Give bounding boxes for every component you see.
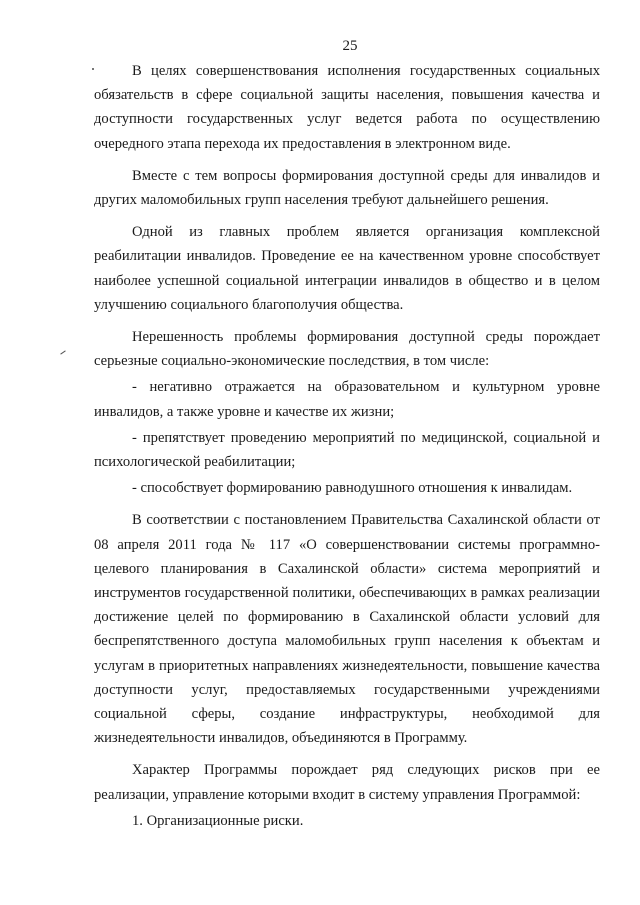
list-item-organizational-risks: 1. Организационные риски. <box>132 812 304 829</box>
paragraph-egov: В целях совершенствования исполнения государственных социальных обязательств в сфере социальной защиты населения, повышения качества и доступности государственных услуг ведется работа по осуществлению очередного этапа перехода их предоставления в электронном виде. <box>94 63 600 152</box>
page-number: 25 <box>342 38 358 54</box>
scan-mark <box>60 350 65 354</box>
list-item-education: - негативно отражается на образовательном и культурном уровне инвалидов, а также уровне и качестве их жизни; <box>94 379 600 420</box>
list-item-rehabilitation: - препятствует проведению мероприятий по медицинской, социальной и психологической реабилитации; <box>94 429 600 471</box>
paragraph-rehabilitation: Одной из главных проблем является организация комплексной реабилитации инвалидов. Проведение ее на качественном уровне способствует наиболее успешной социальной интеграции инвалидов в общество и в целом улучшению социального благополучия общества. <box>94 224 600 313</box>
paragraph-risks: Характер Программы порождает ряд следующих рисков при ее реализации, управление которыми входит в систему управления Программой: <box>94 762 600 803</box>
paragraph-regulation: В соответствии с постановлением Правительства Сахалинской области от 08 апреля 2011 года № 117 «О совершенствовании системы программно-целевого планирования в Сахалинской области» система мероприятий и инструментов государственной политики, обеспечивающих в рамках реализации достижение целей по формированию в Сахалинской области условий для беспрепятственного доступа маломобильных групп населения к объектам и услугам в приоритетных направлениях жизнедеятельности, повышение качества доступности услуг, предоставляемых государственными учреждениями социальной сферы, создание инфраструктуры, необходимой для жизнедеятельности инвалидов, объединяются в Программу. <box>94 512 600 747</box>
paragraph-consequences: Нерешенность проблемы формирования доступной среды порождает серьезные социально-экономические последствия, в том числе: <box>94 329 600 370</box>
paragraph-accessible-environment: Вместе с тем вопросы формирования доступной среды для инвалидов и других маломобильных групп населения требуют дальнейшего решения. <box>94 167 600 209</box>
list-item-attitude: - способствует формированию равнодушного отношения к инвалидам. <box>132 480 573 497</box>
body-text <box>94 59 600 833</box>
